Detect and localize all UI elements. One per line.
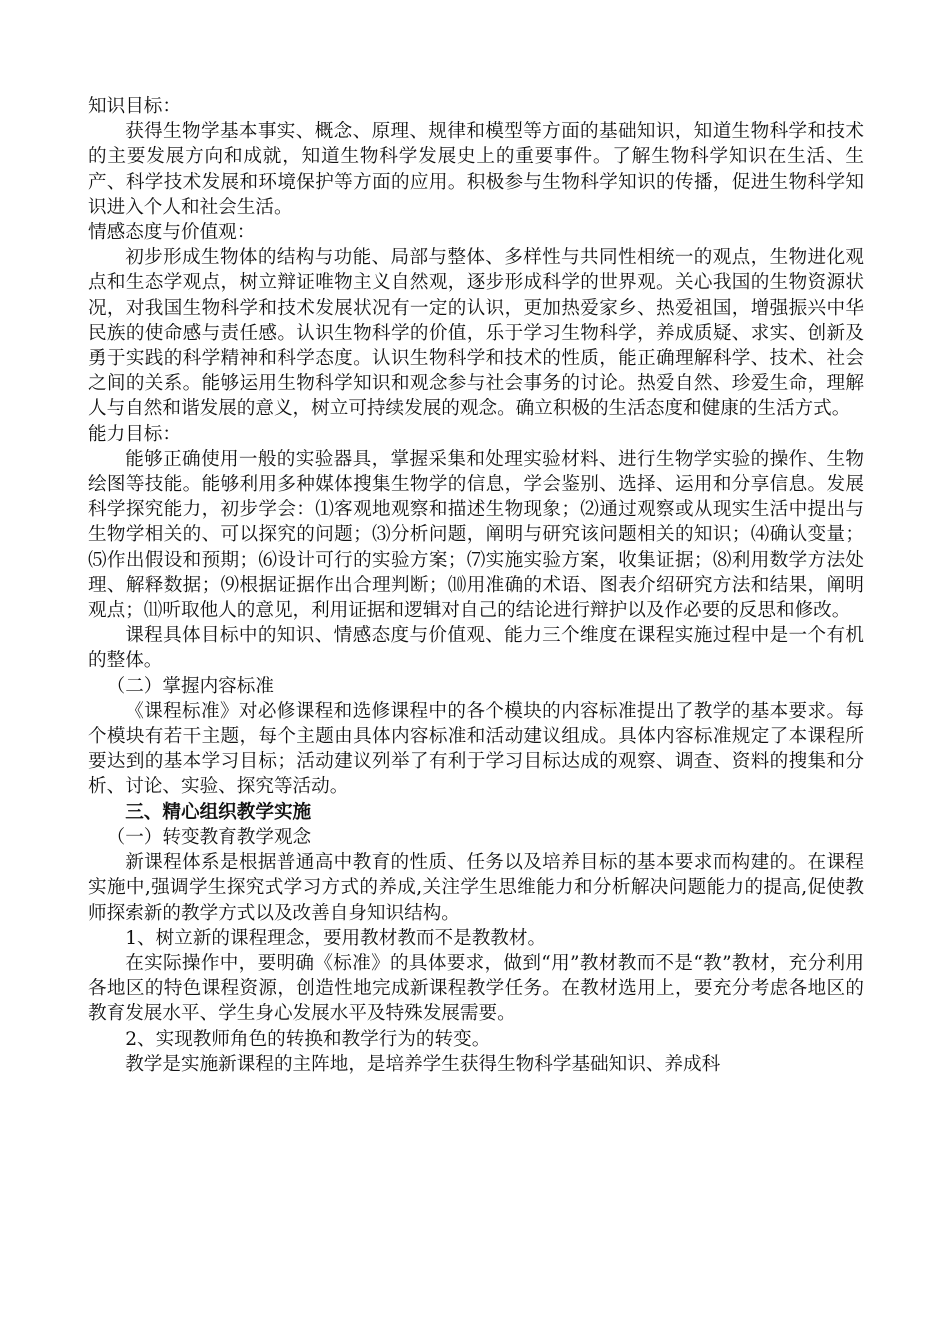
document-page xyxy=(88,94,864,1077)
paragraph-content-standards: 《课程标准》对必修课程和选修课程中的各个模块的内容标准提出了教学的基本要求。每个模块有若干主题，每个主题由具体内容标准和活动建议组成。具体内容标准规定了本课程所要达到的基本学习目标；活动建议列举了有利于学习目标达成的观察、调查、资料的搜集和分析、讨论、实验、探究等活动。 xyxy=(88,700,864,798)
paragraph-ability: 能够正确使用一般的实验器具，掌握采集和处理实验材料、进行生物学实验的操作、生物绘图等技能。能够利用多种媒体搜集生物学的信息，学会鉴别、选择、运用和分享信息。发展科学探究能力，初步学会：⑴客观地观察和描述生物现象；⑵通过观察或从现实生活中提出与生物学相关的、可以探究的问题；⑶分析问题，阐明与研究该问题相关的知识；⑷确认变量；⑸作出假设和预期；⑹设计可行的实验方案；⑺实施实验方案，收集证据；⑻利用数学方法处理、解释数据；⑼根据证据作出合理判断；⑽用准确的术语、图表介绍研究方法和结果，阐明观点；⑾听取他人的意见，利用证据和逻辑对自己的结论进行辩护以及作必要的反思和修改。 xyxy=(88,448,864,622)
item-heading-1: 1、树立新的课程理念，要用教材教而不是教教材。 xyxy=(125,927,547,949)
section-heading-ability: 能力目标： xyxy=(88,423,181,445)
section-heading-knowledge: 知识目标： xyxy=(88,96,181,117)
section-heading-attitude: 情感态度与价值观： xyxy=(88,222,256,244)
chapter-heading-teaching: 三、精心组织教学实施 xyxy=(125,801,312,823)
paragraph-new-curriculum: 新课程体系是根据普通高中教育的性质、任务以及培养目标的基本要求而构建的。在课程实施中,强调学生探究式学习方式的养成,关注学生思维能力和分析解决问题能力的提高,促使教师探索新的教学方式以及改善自身知识结构。 xyxy=(88,852,864,924)
paragraph-knowledge: 获得生物学基本事实、概念、原理、规律和模型等方面的基础知识，知道生物科学和技术的主要发展方向和成就，知道生物科学发展史上的重要事件。了解生物科学知识在生活、生产、科学技术发展和环境保护等方面的应用。积极参与生物科学知识的传播，促进生物科学知识进入个人和社会生活。 xyxy=(88,121,864,218)
paragraph-attitude: 初步形成生物体的结构与功能、局部与整体、多样性与共同性相统一的观点，生物进化观点和生态学观点，树立辩证唯物主义自然观，逐步形成科学的世界观。关心我国的生物资源状况，对我国生物科学和技术发展状况有一定的认识，更加热爱家乡、热爱祖国，增强振兴中华民族的使命感与责任感。认识生物科学的价值，乐于学习生物科学，养成质疑、求实、创新及勇于实践的科学精神和科学态度。认识生物科学和技术的性质，能正确理解科学、技术、社会之间的关系。能够运用生物科学知识和观念参与社会事务的讨论。热爱自然、珍爱生命，理解人与自然和谐发展的意义，树立可持续发展的观念。确立积极的生活态度和健康的生活方式。 xyxy=(88,247,864,420)
item-heading-2: 2、实现教师角色的转换和教学行为的转变。 xyxy=(125,1028,491,1050)
paragraph-practice: 在实际操作中，要明确《标准》的具体要求，做到“用”教材教而不是“教”教材，充分利用各地区的特色课程资源，创造性地完成新课程教学任务。在教材选用上，要充分考虑各地区的教育发展水平、学生身心发展水平及特殊发展需要。 xyxy=(88,952,864,1025)
subheading-content-standards: （二）掌握内容标准 xyxy=(106,675,274,697)
paragraph-teaching-main: 教学是实施新课程的主阵地，是培养学生获得生物科学基础知识、养成科 xyxy=(125,1053,721,1075)
paragraph-three-dimensions: 课程具体目标中的知识、情感态度与价值观、能力三个维度在课程实施过程中是一个有机的整体。 xyxy=(88,625,864,672)
subheading-change-concepts: （一）转变教育教学观念 xyxy=(106,826,312,848)
